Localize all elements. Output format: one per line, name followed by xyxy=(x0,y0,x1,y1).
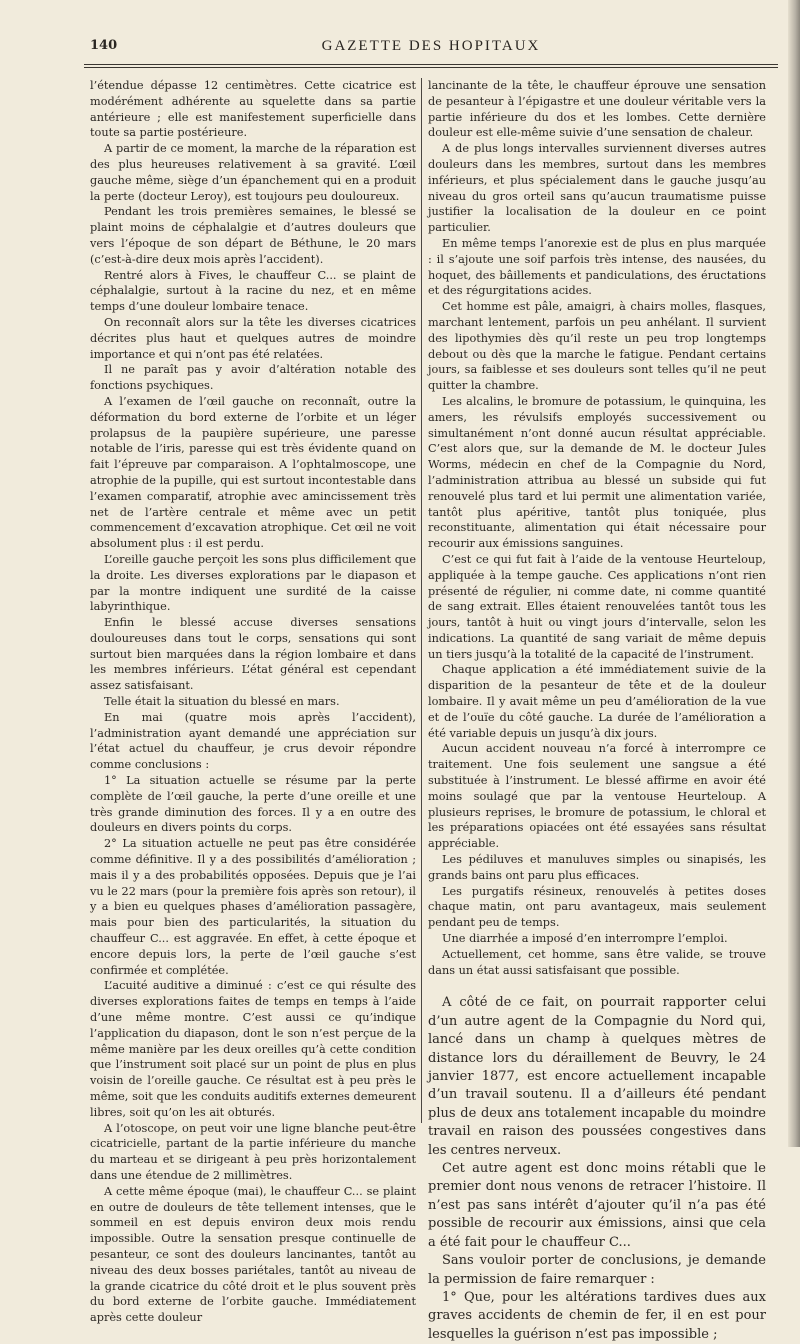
paragraph: A l’examen de l’œil gauche on reconnaît, outre la déformation du bord externe de l’orbite et un léger prolapsus de la paupière supérieure, une paresse notable de l’iris, paresse qui est très évidente quand on fait l’épreuve par comparaison. A l’ophtalmoscope, une atrophie de la pupille, qui est surtout incontestable dans l’examen comparatif, atrophie avec amincissement très net de l’artère centrale et même avec un petit commencement d’excavation atrophique. Cet œil ne voit absolument plus : il est perdu. xyxy=(90,394,416,551)
paragraph: L’acuité auditive a diminué : c’est ce qui résulte des diverses explorations faites de temps en temps à l’aide d’une même montre. C’est aussi ce qu’indique l’application du diapason, dont le son n’est perçue de la même manière par les deux oreilles qu’à cette condition que l’instrument soit placé sur un point de plus en plus voisin de l’oreille gauche. Ce résultat est à peu près le même, soit que les conduits auditifs externes demeurent libres, soit qu’on les ait obturés. xyxy=(90,979,416,1119)
paragraph: Pendant les trois premières semaines, le blessé se plaint moins de céphalalgie et d’autres douleurs que vers l’époque de son départ de Béthune, le 20 mars (c’est-à-dire deux mois après l’accident). xyxy=(90,205,416,266)
journal-title: GAZETTE DES HOPITAUX xyxy=(321,38,541,54)
column-divider xyxy=(421,78,422,1123)
left-column xyxy=(90,78,416,1326)
paragraph: Les alcalins, le bromure de potassium, le quinquina, les amers, les révulsifs employés successivement ou simultanément n’ont donné aucun résultat appréciable. C’est alors que, sur la demande de M. le docteur Jules Worms, médecin en chef de la Compagnie du Nord, l’administration attribua au blessé un subside qui fut renouvelé plus tard et lui permit une alimentation variée, tantôt plus apéritive, tantôt plus toniquée, plus reconstituante, alimentation qui était nécessaire pour recourir aux émissions sanguines. xyxy=(428,394,766,551)
paragraph: Une diarrhée a imposé d’en interrompre l’emploi. xyxy=(442,932,728,946)
paragraph: A de plus longs intervalles surviennent diverses autres douleurs dans les membres, surtout dans les membres inférieurs, et plus spécialement dans le gauche jusqu’au niveau du gros orteil sans qu’aucun traumatisme puisse justifier la localisation de la douleur en ce point particulier. xyxy=(428,142,766,235)
paragraph: Sans vouloir porter de conclusions, je demande la permission de faire remarquer : xyxy=(428,1253,766,1287)
paragraph: Aucun accident nouveau n’a forcé à interrompre ce traitement. Une fois seulement une sangsue a été substituée à l’instrument. Le blessé affirme en avoir été moins soulagé que par la ventouse Heurteloup. A plusieurs reprises, le bromure de potassium, le chloral et les préparations opiacées ont été essayées sans résultat appréciable. xyxy=(428,742,766,851)
paragraph: 1° Que, pour les altérations tardives dues aux graves accidents de chemin de fer, il en est pour lesquelles la guérison n’est pas impossible ; xyxy=(428,1289,766,1342)
paragraph: C’est ce qui fut fait à l’aide de la ventouse Heurteloup, appliquée à la tempe gauche. Ces applications n’ont rien présenté de régulier, ni comme date, ni comme quantité de sang extrait. Elles étaient renouvelées tantôt tous les jours, tantôt à huit ou vingt jours d’intervalle, selon les indications. La quantité de sang variait de même depuis un tiers jusqu’à la totalité de la capacité de l’instrument. xyxy=(428,552,766,661)
paragraph: L’oreille gauche perçoit les sons plus difficilement que la droite. Les diverses explorations par le diapason et par la montre indiquent une surdité de la caisse labyrinthique. xyxy=(90,552,416,614)
paragraph: En mai (quatre mois après l’accident), l’administration ayant demandé une appréciation sur l’état actuel du chauffeur, je crus devoir répondre comme conclusions : xyxy=(90,710,416,772)
large-print-section xyxy=(428,994,766,1344)
header-rule xyxy=(84,64,778,68)
paragraph: Cet autre agent est donc moins rétabli que le premier dont nous venons de retracer l’histoire. Il n’est pas sans intérêt d’ajouter qu’il n’a pas été possible de recourir aux émissions, ainsi que cela a été fait pour le chauffeur C... xyxy=(428,1161,766,1250)
paragraph: Les pédiluves et manuluves simples ou sinapisés, les grands bains ont paru plus efficaces. xyxy=(428,853,766,882)
paragraph: Telle était la situation du blessé en mars. xyxy=(104,695,340,709)
paragraph: Enfin le blessé accuse diverses sensations douloureuses dans tout le corps, sensations qui sont surtout bien marquées dans la région lombaire et dans les membres inférieurs. L’état général est cependant assez satisfaisant. xyxy=(90,616,416,693)
paragraph: A l’otoscope, on peut voir une ligne blanche peut-être cicatricielle, partant de la partie inférieure du manche du marteau et se dirigeant à peu près horizontalement dans une étendue de 2 millimètres. xyxy=(90,1121,416,1182)
paragraph: Il ne paraît pas y avoir d’altération notable des fonctions psychiques. xyxy=(90,363,416,393)
paragraph: Les purgatifs résineux, renouvelés à petites doses chaque matin, ont paru avantageux, mais seulement pendant peu de temps. xyxy=(428,884,766,930)
page-number: 140 xyxy=(90,38,118,53)
paragraph: l’étendue dépasse 12 centimètres. Cette cicatrice est modérément adhérente au squelette dans sa partie antérieure ; elle est manifestement superficielle dans toute sa partie postérieure. xyxy=(90,79,416,140)
paragraph: En même temps l’anorexie est de plus en plus marquée : il s’ajoute une soif parfois très intense, des nausées, du hoquet, des bâillements et pandiculations, des éructations et des régurgitations acides. xyxy=(428,236,766,298)
paragraph: Chaque application a été immédiatement suivie de la disparition de la pesanteur de tête et de la douleur lombaire. Il y avait même un peu d’amélioration de la vue et de l’ouïe du côté gauche. La durée de l’amélioration a été variable depuis un jusqu’à dix jours. xyxy=(428,663,766,740)
paragraph: Rentré alors à Fives, le chauffeur C... se plaint de céphalalgie, surtout à la racine du nez, et en même temps d’une douleur lombaire tenace. xyxy=(90,268,416,314)
paragraph: A partir de ce moment, la marche de la réparation est des plus heureuses relativement à sa gravité. L’œil gauche même, siège d’un épanchement qui en a produit la perte (docteur Leroy), est toujours peu douloureux. xyxy=(90,142,416,203)
paragraph: lancinante de la tête, le chauffeur éprouve une sensation de pesanteur à l’épigastre et une douleur véritable vers la partie inférieure du dos et les lombes. Cette dernière douleur est elle-même suivie d’une sensation de chaleur. xyxy=(428,79,766,140)
page-edge-shadow xyxy=(788,0,800,1147)
right-column xyxy=(428,78,766,1344)
paragraph: Cet homme est pâle, amaigri, à chairs molles, flasques, marchant lentement, parfois un peu anhélant. Il survient des lipothymies dès qu’il reste un peu trop longtemps debout ou dès que la marche le fatigue. Pendant certains jours, sa faiblesse et ses douleurs sont telles qu’il ne peut quitter la chambre. xyxy=(428,300,766,393)
paragraph: A côté de ce fait, on pourrait rapporter celui d’un autre agent de la Compagnie du Nord qui, lancé dans un champ à quelques mètres de distance lors du déraillement de Beuvry, le 24 janvier 1877, est encore actuellement incapable d’un travail soutenu. Il a d’ailleurs été pendant plus de deux ans totalement incapable du moindre travail en raison des poussées congestives dans les centres nerveux. xyxy=(428,995,766,1158)
paragraph: A cette même époque (mai), le chauffeur C... se plaint en outre de douleurs de tête tellement intenses, que le sommeil en est depuis environ deux mois rendu impossible. Outre la sensation presque continuelle de pesanteur, ce sont des douleurs lancinantes, tantôt au niveau des deux bosses pariétales, tantôt au niveau de la grande cicatrice du côté droit et le plus souvent près du bord externe de l’orbite gauche. Immédiatement après cette douleur xyxy=(90,1184,416,1325)
paragraph: Actuellement, cet homme, sans être valide, se trouve dans un état aussi satisfaisant que possible. xyxy=(428,947,766,977)
paragraph: On reconnaît alors sur la tête les diverses cicatrices décrites plus haut et quelques autres de moindre importance et qui n’ont pas été relatées. xyxy=(90,315,416,361)
paragraph: 1° La situation actuelle se résume par la perte complète de l’œil gauche, la perte d’une oreille et une très grande diminution des forces. Il y a en outre des douleurs en divers points du corps. xyxy=(90,774,416,835)
paragraph: 2° La situation actuelle ne peut pas être considérée comme définitive. Il y a des possibilités d’amélioration ; mais il y a des probabilités opposées. Depuis que je l’ai vu le 22 mars (pour la première fois après son retour), il y a bien eu quelques phases d’amélioration passagère, mais pour bien des particularités, la situation du chauffeur C... est aggravée. En effet, à cette époque et encore depuis lors, la perte de l’œil gauche s’est confirmée et complétée. xyxy=(90,837,416,977)
page-header xyxy=(84,36,778,60)
